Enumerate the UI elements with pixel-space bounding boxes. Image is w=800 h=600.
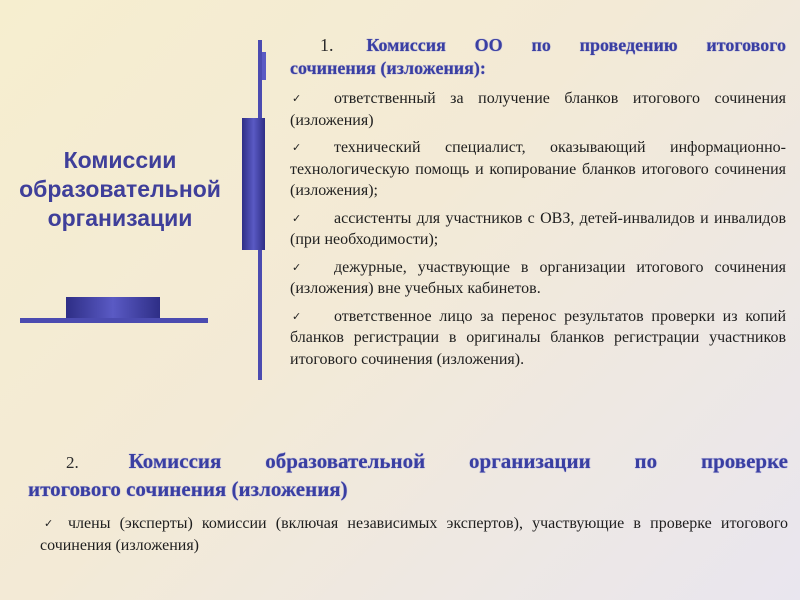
list-item [40,513,788,556]
check-icon: ✓ [44,517,54,530]
check-icon: ✓ [292,211,302,225]
section-2-heading-line-1: Комиссия образовательной организации по проверке [128,449,788,473]
list-item [290,306,786,371]
list-item-text: технический специалист, оказывающий информационно-технологическую помощь и копирование бланков итогового сочинения (изложения); [290,139,786,199]
list-item-text: ассистенты для участников с ОВЗ, детей-инвалидов и инвалидов (при необходимости); [290,209,786,248]
list-item [290,88,786,131]
section-2-number: 2. [66,453,79,472]
list-item [290,137,786,202]
side-title-line-1: Комиссии [63,147,177,173]
check-icon: ✓ [292,141,302,154]
section-1-heading-line-2: сочинения (изложения): [290,58,486,78]
list-item-text: дежурные, участвующие в организации итогового сочинения (изложения) вне учебных кабинетов. [290,258,786,297]
list-item [290,257,786,300]
section-1 [290,34,786,376]
section-2-list [40,513,788,556]
check-icon: ✓ [292,260,302,274]
list-item-text: ответственное лицо за перенос результатов проверки из копий бланков регистрации в оригиналы бланков регистрации участников итогового сочинения (изложения). [290,307,786,368]
section-2-heading [40,448,788,476]
list-item-text: члены (эксперты) комиссии (включая независимых экспертов), участвующие в проверке итогового сочинения (изложения) [40,515,788,554]
check-icon: ✓ [292,92,302,105]
bracket-base-line [20,318,208,323]
section-2 [28,448,788,562]
list-item-text: ответственный за получение бланков итогового сочинения (изложения) [290,90,786,129]
list-item [290,208,786,251]
bracket-top-tick [262,52,266,80]
side-title-line-3: организации [47,205,193,231]
side-title-line-2: образовательной [19,176,221,202]
section-1-heading-line-1: Комиссия ОО по проведению итогового [366,35,787,55]
check-icon: ✓ [292,309,302,323]
section-1-number: 1. [320,35,334,55]
side-title [0,146,240,233]
section-2-heading-line-2: итогового сочинения (изложения) [28,477,348,501]
section-1-heading [290,34,786,57]
section-1-list [290,88,786,370]
bracket-thick-bar [242,118,265,250]
